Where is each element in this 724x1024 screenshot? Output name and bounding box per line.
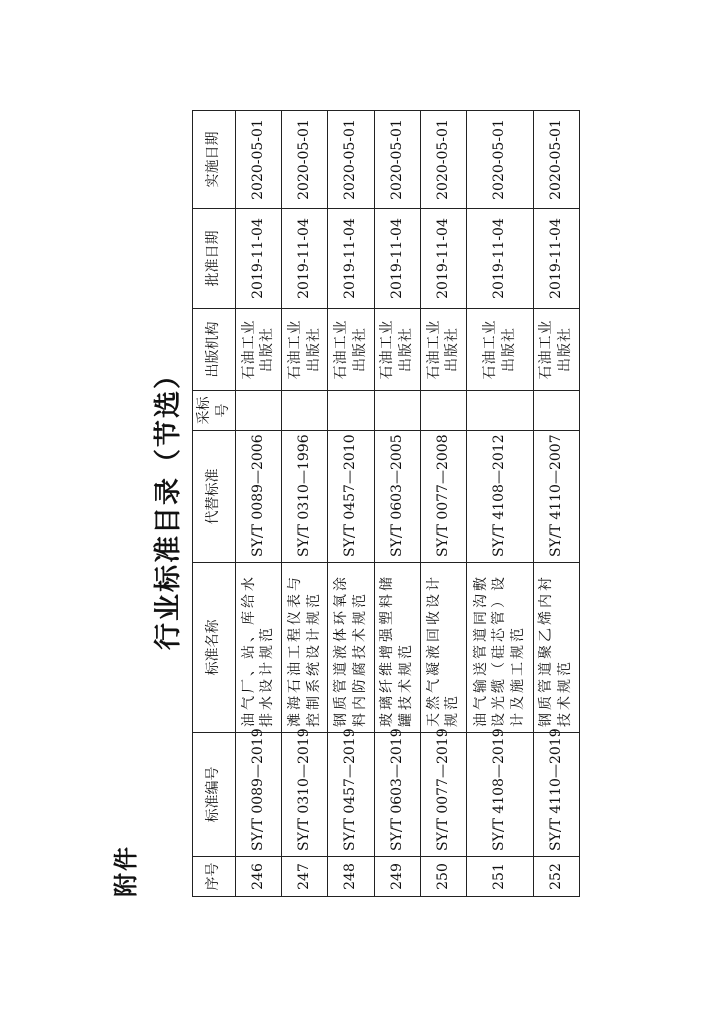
table-row [467,111,534,897]
cell-adopted [282,391,328,431]
cell-name: 玻璃纤维增强塑料储罐技术规范 [374,563,420,733]
cell-name: 钢质管道液体环氧涂料内防腐技术规范 [328,563,374,733]
cell-seq: 252 [533,857,579,897]
header-publisher: 出版机构 [193,309,236,391]
cell-replaces: SY/T 0603—2005 [374,431,420,563]
cell-code: SY/T 0089—2019 [235,733,281,857]
cell-adopted [467,391,534,431]
cell-approval-date: 2019-11-04 [282,209,328,309]
cell-replaces: SY/T 0310—1996 [282,431,328,563]
cell-seq: 251 [467,857,534,897]
header-replaces: 代替标准 [193,431,236,563]
cell-effective-date: 2020-05-01 [533,111,579,209]
cell-name: 油气输送管道同沟敷设光缆（硅芯管）设计及施工规范 [467,563,534,733]
header-seq: 序号 [193,857,236,897]
cell-effective-date: 2020-05-01 [235,111,281,209]
table-row [235,111,281,897]
cell-effective-date: 2020-05-01 [282,111,328,209]
cell-effective-date: 2020-05-01 [328,111,374,209]
cell-publisher: 石油工业出版社 [328,309,374,391]
cell-name: 天然气凝液回收设计规范 [420,563,466,733]
table-row [328,111,374,897]
cell-publisher: 石油工业出版社 [467,309,534,391]
cell-name: 油气厂、站、库给水排水设计规范 [235,563,281,733]
cell-code: SY/T 0603—2019 [374,733,420,857]
cell-name: 钢质管道聚乙烯内衬技术规范 [533,563,579,733]
table-row [420,111,466,897]
cell-effective-date: 2020-05-01 [420,111,466,209]
header-code: 标准编号 [193,733,236,857]
table-row [533,111,579,897]
header-name: 标准名称 [193,563,236,733]
cell-adopted [235,391,281,431]
table-body [235,111,579,897]
landscape-content [112,105,580,905]
cell-replaces: SY/T 0089—2006 [235,431,281,563]
cell-approval-date: 2019-11-04 [328,209,374,309]
cell-publisher: 石油工业出版社 [533,309,579,391]
header-approval-date: 批准日期 [193,209,236,309]
attachment-label: 附件 [112,845,140,897]
cell-seq: 247 [282,857,328,897]
cell-seq: 248 [328,857,374,897]
table-header-row [193,111,236,897]
cell-publisher: 石油工业出版社 [282,309,328,391]
cell-code: SY/T 4108—2019 [467,733,534,857]
cell-seq: 246 [235,857,281,897]
cell-publisher: 石油工业出版社 [420,309,466,391]
cell-code: SY/T 0310—2019 [282,733,328,857]
cell-publisher: 石油工业出版社 [235,309,281,391]
cell-code: SY/T 4110—2019 [533,733,579,857]
cell-approval-date: 2019-11-04 [467,209,534,309]
cell-seq: 249 [374,857,420,897]
table-row [374,111,420,897]
cell-publisher: 石油工业出版社 [374,309,420,391]
cell-code: SY/T 0077—2019 [420,733,466,857]
cell-approval-date: 2019-11-04 [235,209,281,309]
cell-effective-date: 2020-05-01 [374,111,420,209]
header-effective-date: 实施日期 [193,111,236,209]
cell-approval-date: 2019-11-04 [374,209,420,309]
cell-approval-date: 2019-11-04 [533,209,579,309]
cell-replaces: SY/T 4110—2007 [533,431,579,563]
cell-approval-date: 2019-11-04 [420,209,466,309]
standards-table [192,110,580,897]
table-row [282,111,328,897]
cell-replaces: SY/T 0457—2010 [328,431,374,563]
cell-seq: 250 [420,857,466,897]
cell-adopted [420,391,466,431]
cell-name: 滩海石油工程仪表与控制系统设计规范 [282,563,328,733]
cell-replaces: SY/T 4108—2012 [467,431,534,563]
cell-adopted [328,391,374,431]
cell-replaces: SY/T 0077—2008 [420,431,466,563]
page-title: 行业标准目录（节选） [153,360,184,650]
header-adopted: 采标号 [193,391,236,431]
rotated-content-wrapper [112,90,580,905]
cell-effective-date: 2020-05-01 [467,111,534,209]
cell-code: SY/T 0457—2019 [328,733,374,857]
cell-adopted [374,391,420,431]
cell-adopted [533,391,579,431]
